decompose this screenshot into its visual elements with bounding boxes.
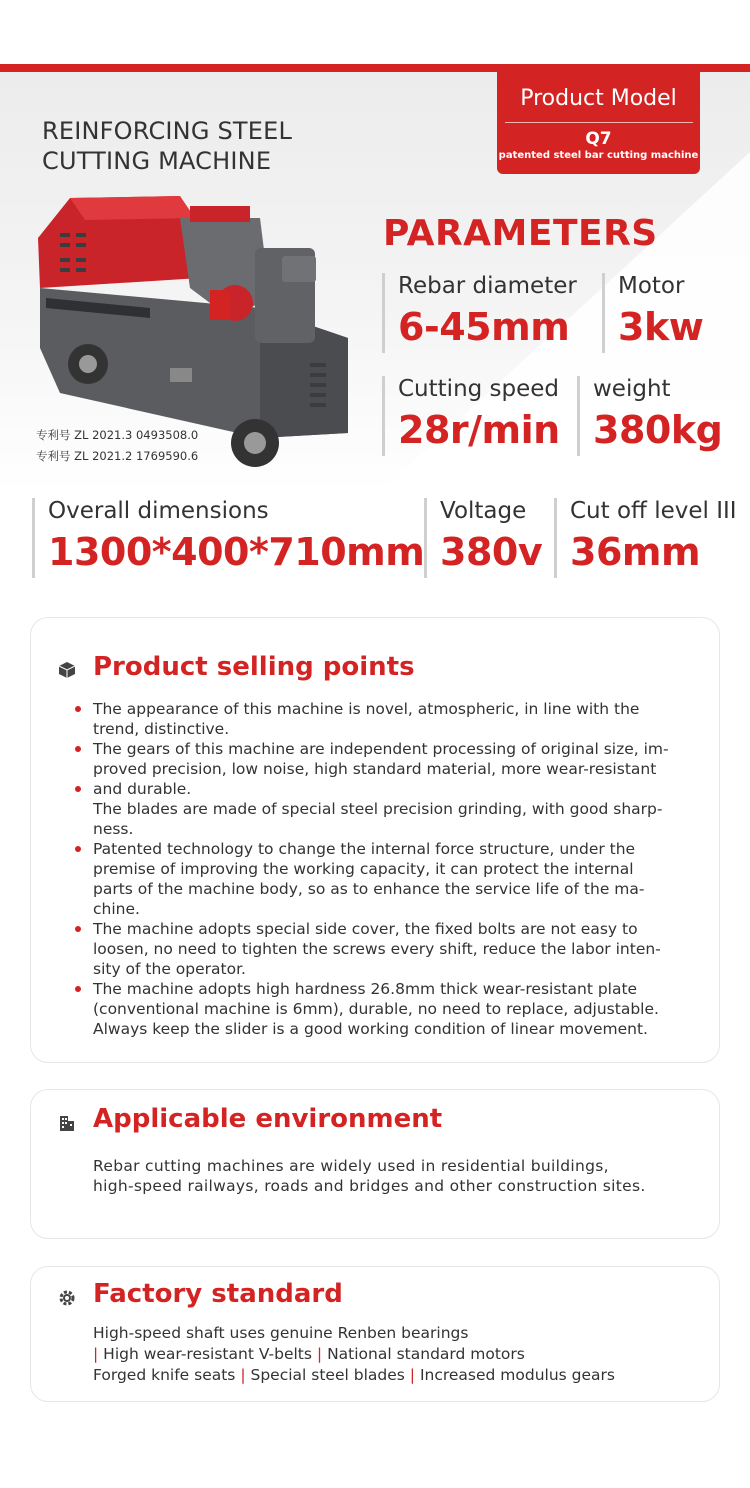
- list-item: [93, 779, 687, 799]
- param-value: 36mm: [570, 530, 701, 574]
- param-divider: [382, 273, 385, 353]
- list-item: [93, 959, 687, 979]
- separator: |: [409, 1366, 415, 1384]
- environment-card: [30, 1089, 720, 1239]
- parameters-title: PARAMETERS: [383, 213, 658, 254]
- building-icon: [57, 1114, 77, 1134]
- bullet-dot: [75, 706, 81, 712]
- param-label: Overall dimensions: [48, 498, 269, 524]
- list-item: [93, 799, 687, 819]
- factory-line: [93, 1344, 615, 1365]
- product-model-label: Product Model: [520, 86, 677, 111]
- list-line: proved precision, low noise, high standard material, more wear-resistant: [93, 760, 657, 778]
- param-label: Rebar diameter: [398, 273, 577, 299]
- factory-line: [93, 1365, 615, 1386]
- list-line: The appearance of this machine is novel, atmospheric, in line with the: [93, 700, 640, 718]
- bullet-dot: [75, 986, 81, 992]
- param-label: Motor: [618, 273, 685, 299]
- machine-title-line: CUTTING MACHINE: [42, 147, 272, 175]
- factory-item: Special steel blades: [250, 1366, 405, 1384]
- factory-line: [93, 1323, 615, 1344]
- model-divider: [505, 122, 693, 123]
- param-divider: [32, 498, 35, 578]
- list-item: [93, 879, 687, 899]
- selling-points-card: [30, 617, 720, 1063]
- param-value: 1300*400*710mm: [48, 530, 425, 574]
- bullet-dot: [75, 926, 81, 932]
- list-item: [93, 1019, 687, 1039]
- machine-title-line: REINFORCING STEEL: [42, 117, 293, 145]
- machine-illustration: [30, 178, 360, 468]
- separator: |: [93, 1345, 99, 1363]
- list-item: [93, 839, 687, 859]
- environment-line: high-speed railways, roads and bridges and other construction sites.: [93, 1177, 646, 1195]
- list-line: The machine adopts high hardness 26.8mm thick wear-resistant plate: [93, 980, 638, 998]
- product-model-name: Q7: [585, 129, 612, 149]
- list-item: [93, 919, 687, 939]
- param-divider: [577, 376, 580, 456]
- selling-points-body: [93, 699, 687, 1039]
- param-value: 6-45mm: [398, 305, 570, 349]
- list-item: [93, 999, 687, 1019]
- gear-icon: [57, 1289, 77, 1309]
- param-divider: [424, 498, 427, 578]
- factory-item: National standard motors: [327, 1345, 525, 1363]
- environment-text: [93, 1156, 646, 1196]
- product-model-box: [497, 72, 700, 174]
- list-line: chine.: [93, 900, 140, 918]
- list-line: ness.: [93, 820, 134, 838]
- param-label: Voltage: [440, 498, 527, 524]
- environment-title: Applicable environment: [93, 1104, 443, 1134]
- factory-title: Factory standard: [93, 1279, 343, 1309]
- list-item: [93, 939, 687, 959]
- factory-item: High wear-resistant V-belts: [103, 1345, 312, 1363]
- bullet-dot: [75, 846, 81, 852]
- list-item: [93, 899, 687, 919]
- top-accent-bar: [0, 64, 750, 72]
- patent-number: 专利号 ZL 2021.3 0493508.0: [36, 428, 199, 442]
- list-line: The gears of this machine are independent processing of original size, im-: [93, 740, 669, 758]
- param-value: 3kw: [618, 305, 704, 349]
- product-model-subtitle: patented steel bar cutting machine: [498, 150, 699, 161]
- param-value: 380v: [440, 530, 543, 574]
- bullet-dot: [75, 746, 81, 752]
- patent-number: 专利号 ZL 2021.2 1769590.6: [36, 449, 199, 463]
- list-item: [93, 819, 687, 839]
- factory-item: Forged knife seats: [93, 1366, 236, 1384]
- list-item: [93, 719, 687, 739]
- list-item: [93, 759, 687, 779]
- bullet-dot: [75, 786, 81, 792]
- list-line: premise of improving the working capacity, it can protect the internal: [93, 860, 634, 878]
- param-value: 380kg: [593, 408, 723, 452]
- list-item: [93, 979, 687, 999]
- cube-icon: [57, 661, 77, 681]
- factory-item: High-speed shaft uses genuine Renben bearings: [93, 1324, 469, 1342]
- list-line: The blades are made of special steel precision grinding, with good sharp-: [93, 800, 663, 818]
- factory-item: Increased modulus gears: [419, 1366, 615, 1384]
- list-item: [93, 859, 687, 879]
- list-line: The machine adopts special side cover, the fixed bolts are not easy to: [93, 920, 638, 938]
- machine-title: [42, 116, 292, 176]
- param-divider: [602, 273, 605, 353]
- separator: |: [316, 1345, 323, 1363]
- list-line: parts of the machine body, so as to enhance the service life of the ma-: [93, 880, 645, 898]
- list-line: and durable.: [93, 780, 192, 798]
- factory-card: [30, 1266, 720, 1402]
- list-item: [93, 739, 687, 759]
- param-divider: [382, 376, 385, 456]
- separator: |: [240, 1366, 246, 1384]
- param-value: 28r/min: [398, 408, 560, 452]
- factory-text: [93, 1323, 615, 1386]
- environment-line: Rebar cutting machines are widely used in residential buildings,: [93, 1157, 609, 1175]
- list-line: loosen, no need to tighten the screws every shift, reduce the labor inten-: [93, 940, 661, 958]
- param-label: Cut off level III: [570, 498, 737, 524]
- list-line: Always keep the slider is a good working condition of linear movement.: [93, 1020, 648, 1038]
- list-line: trend, distinctive.: [93, 720, 230, 738]
- param-label: Cutting speed: [398, 376, 560, 402]
- selling-points-list: [93, 699, 687, 1039]
- list-line: (conventional machine is 6mm), durable, no need to replace, adjustable.: [93, 1000, 659, 1018]
- selling-points-title: Product selling points: [93, 652, 415, 682]
- param-divider: [554, 498, 557, 578]
- list-item: [93, 699, 687, 719]
- param-label: weight: [593, 376, 671, 402]
- list-line: Patented technology to change the internal force structure, under the: [93, 840, 636, 858]
- list-line: sity of the operator.: [93, 960, 246, 978]
